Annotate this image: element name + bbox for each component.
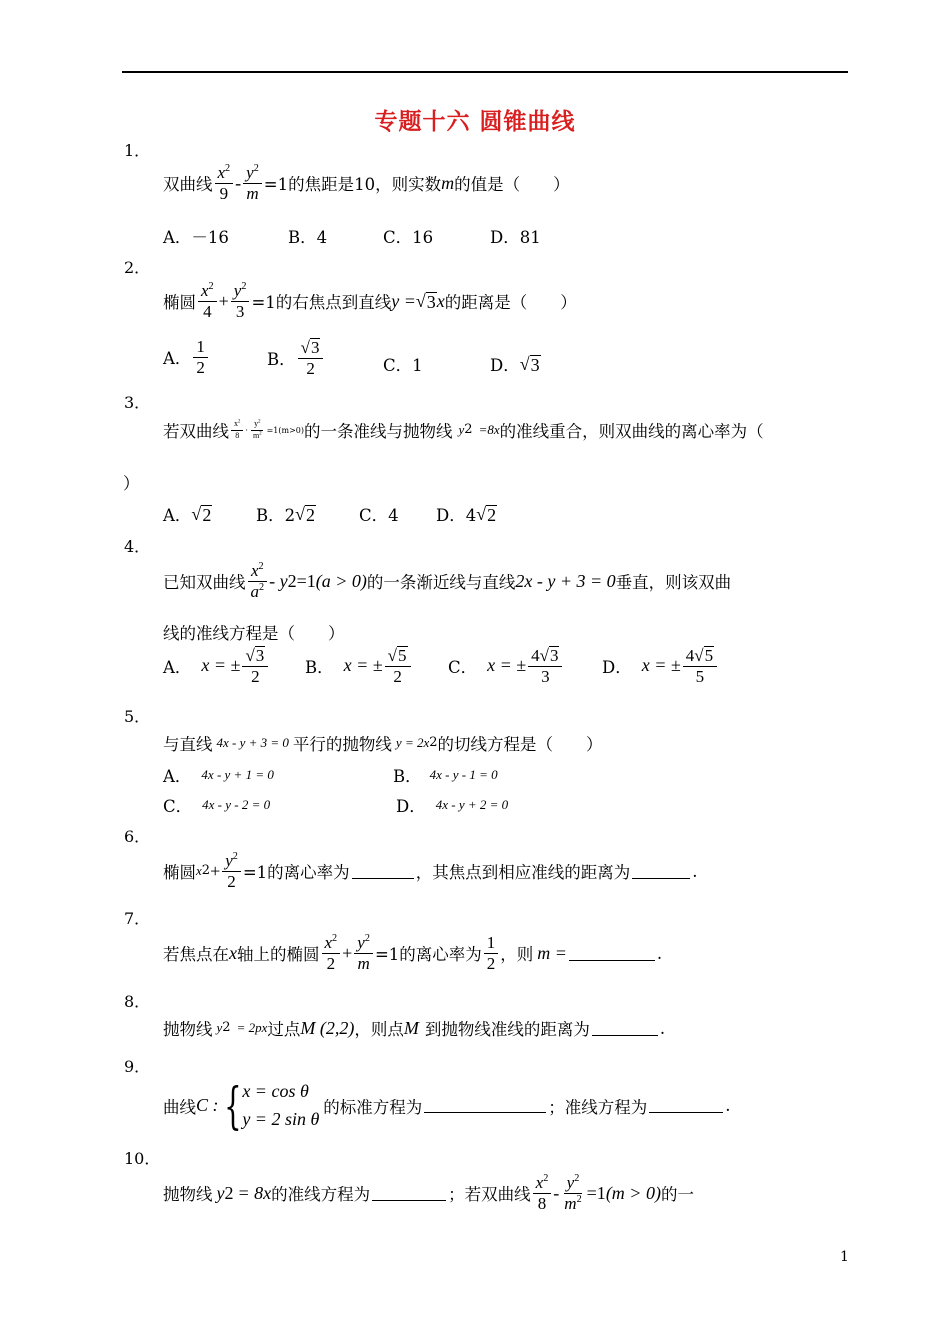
question-10-stem: 抛物线 y 2 = 8x 的准线方程为 ；若双曲线 $\frac{x^2}{8}$ - $\frac{y^2}{m^2}$ =1 (m > 0) 的一 [163,1172,694,1213]
option-d: D． √ 3 [490,353,540,375]
option-a: A． 4x - y + 1 = 0 [163,767,274,786]
question-8-stem: 抛物线 y 2 = 2px 过点 M (2,2) ，则点 M 到抛物线准线的距离为 . [163,1017,666,1039]
question-7-stem: 若焦点在 x 轴上的椭圆 $\frac{x^2}{2}$ + $\frac{y^2}{m}$ =1的离心率为 $\frac{1}{2}$ ，则 m = . [163,932,663,973]
option-d: D． x = ± 4√ 5 5 [602,646,719,686]
question-1-number: 1． [124,141,151,160]
fraction: $\frac{x^2}{9}$ [215,164,234,203]
question-5-number: 5． [124,707,151,726]
option-c: C．16 [383,228,434,247]
fraction: $\frac{y^2}{m}$ [243,164,262,203]
question-3-closing: ） [123,474,140,493]
option-a: A． x = ± √ 3 2 [163,646,270,686]
answer-blank[interactable] [569,946,655,961]
question-8-number: 8． [124,992,151,1011]
question-4-stem: 已知双曲线 $\frac{x^2}{a^2}$ - y 2 =1 (a > 0) 的一条渐近线与直线 2x - y + 3 = 0 垂直，则该双曲 [163,560,732,601]
header-rule [122,71,848,73]
answer-blank[interactable] [372,1186,446,1201]
option-d: D．4 √ 2 [436,503,497,525]
question-9-stem: 曲线 C : { x = cos θ y = 2 sin θ 的标准方程为 ；准线方程为 . [163,1076,731,1135]
question-10-number: 10． [124,1149,161,1168]
question-3-stem: 若双曲线 $\frac{x^2}{8}$ · $\frac{y^2}{m^2}$ =1(m>0) 的一条准线与抛物线 y 2 =8x 的准线重合，则双曲线的离心率为（ [163,419,764,441]
page-title: 专题十六 圆锥曲线 [374,109,576,135]
left-brace: { [223,1076,242,1135]
question-1-stem: 双曲线 $\frac{x^2}{9}$ - $\frac{y^2}{m}$ =1的焦距是10，则实数 m 的值是（ ） [163,162,570,203]
answer-blank[interactable] [649,1098,723,1113]
question-2-stem: 椭圆 $\frac{x^2}{4}$ + $\frac{y^2}{3}$ =1的右焦点到直线 y = √ 3 x 的距离是（ ） [163,280,577,321]
question-2-number: 2． [124,258,151,277]
option-a: A． $\frac{1}{2}$ [163,338,210,377]
option-b: B．4 [288,228,328,247]
question-4-number: 4． [124,537,151,556]
option-b: B． x = ± √ 5 2 [305,646,413,686]
option-b: B．2 √ 2 [256,503,316,525]
option-a: A．－16 [163,228,229,247]
option-d: D． 4x - y + 2 = 0 [396,797,509,816]
answer-blank[interactable] [424,1098,546,1113]
question-5-stem: 与直线 4x - y + 3 = 0 平行的抛物线 y = 2x 2 的切线方程是（ ） [163,735,603,754]
equation-system: x = cos θ y = 2 sin θ [242,1081,320,1129]
option-c: C． x = ± 4√ 3 3 [448,646,564,686]
question-3-number: 3． [124,393,151,412]
question-7-number: 7． [124,909,151,928]
page-number: 1 [840,1249,849,1265]
answer-blank[interactable] [592,1021,658,1036]
option-b: B． √ 3 2 [267,338,325,378]
option-a: A． √ 2 [163,503,212,525]
option-c: C． 4x - y - 2 = 0 [163,797,271,816]
option-c: C．1 [383,356,423,375]
option-c: C．4 [359,506,399,525]
option-d: D．81 [490,228,541,247]
answer-blank[interactable] [352,864,414,879]
question-9-number: 9． [124,1057,151,1076]
question-4-stem-line2: 线的准线方程是（ ） [163,624,345,643]
option-b: B． 4x - y - 1 = 0 [393,767,498,786]
answer-blank[interactable] [632,864,690,879]
question-6-number: 6． [124,827,151,846]
question-6-stem: 椭圆 x 2 + $\frac{y^2}{2}$ =1的离心率为 ，其焦点到相应准线的距离为 . [163,850,698,891]
